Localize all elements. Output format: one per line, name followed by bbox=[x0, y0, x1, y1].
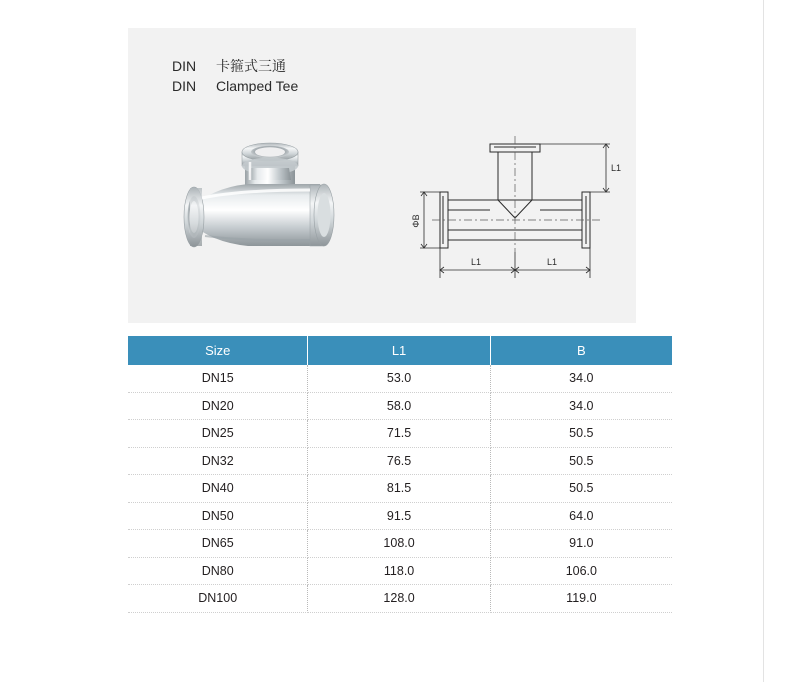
cell-size: DN32 bbox=[128, 447, 308, 475]
table-header-row bbox=[128, 336, 672, 365]
cell-size: DN65 bbox=[128, 530, 308, 558]
cell-l1: 128.0 bbox=[308, 585, 490, 613]
table-row bbox=[128, 475, 672, 503]
dimension-label-l1-top: L1 bbox=[610, 163, 622, 173]
cell-b: 34.0 bbox=[490, 392, 672, 420]
table-row bbox=[128, 557, 672, 585]
table-row bbox=[128, 420, 672, 448]
title-english-standard: DIN bbox=[172, 78, 197, 95]
column-header-l1: L1 bbox=[308, 336, 490, 365]
dimension-label-l1-bottom-right: L1 bbox=[546, 257, 558, 267]
cell-l1: 71.5 bbox=[308, 420, 490, 448]
cell-size: DN25 bbox=[128, 420, 308, 448]
title-chinese bbox=[172, 56, 298, 76]
table-body bbox=[128, 365, 672, 612]
table-row bbox=[128, 447, 672, 475]
table-row bbox=[128, 365, 672, 392]
product-photo bbox=[150, 110, 410, 310]
column-header-b: B bbox=[490, 336, 672, 365]
table-row bbox=[128, 585, 672, 613]
cell-size: DN40 bbox=[128, 475, 308, 503]
cell-l1: 81.5 bbox=[308, 475, 490, 503]
cell-b: 34.0 bbox=[490, 365, 672, 392]
title-chinese-standard: DIN bbox=[172, 58, 197, 74]
cell-b: 50.5 bbox=[490, 475, 672, 503]
title-english bbox=[172, 76, 298, 96]
cell-size: DN100 bbox=[128, 585, 308, 613]
cell-l1: 76.5 bbox=[308, 447, 490, 475]
cell-b: 119.0 bbox=[490, 585, 672, 613]
dimension-label-l1-bottom-left: L1 bbox=[470, 257, 482, 267]
page-title bbox=[172, 56, 298, 97]
page-edge-rule bbox=[763, 0, 764, 682]
cell-b: 64.0 bbox=[490, 502, 672, 530]
technical-drawing bbox=[410, 120, 630, 305]
cell-b: 50.5 bbox=[490, 447, 672, 475]
cell-b: 106.0 bbox=[490, 557, 672, 585]
cell-l1: 53.0 bbox=[308, 365, 490, 392]
cell-l1: 108.0 bbox=[308, 530, 490, 558]
cell-b: 91.0 bbox=[490, 530, 672, 558]
cell-l1: 91.5 bbox=[308, 502, 490, 530]
cell-b: 50.5 bbox=[490, 420, 672, 448]
title-chinese-text: 卡箍式三通 bbox=[216, 58, 286, 74]
column-header-size: Size bbox=[128, 336, 308, 365]
title-english-text: Clamped Tee bbox=[216, 78, 299, 95]
cell-size: DN20 bbox=[128, 392, 308, 420]
cell-size: DN50 bbox=[128, 502, 308, 530]
cell-size: DN15 bbox=[128, 365, 308, 392]
specification-table bbox=[128, 336, 672, 613]
clamped-tee-dimension-drawing bbox=[410, 120, 630, 305]
cell-l1: 58.0 bbox=[308, 392, 490, 420]
clamped-tee-photo-illustration bbox=[150, 110, 410, 310]
table-row bbox=[128, 502, 672, 530]
dimension-label-phi-b: ΦB bbox=[411, 214, 421, 228]
cell-size: DN80 bbox=[128, 557, 308, 585]
cell-l1: 118.0 bbox=[308, 557, 490, 585]
table-row bbox=[128, 392, 672, 420]
table-row bbox=[128, 530, 672, 558]
